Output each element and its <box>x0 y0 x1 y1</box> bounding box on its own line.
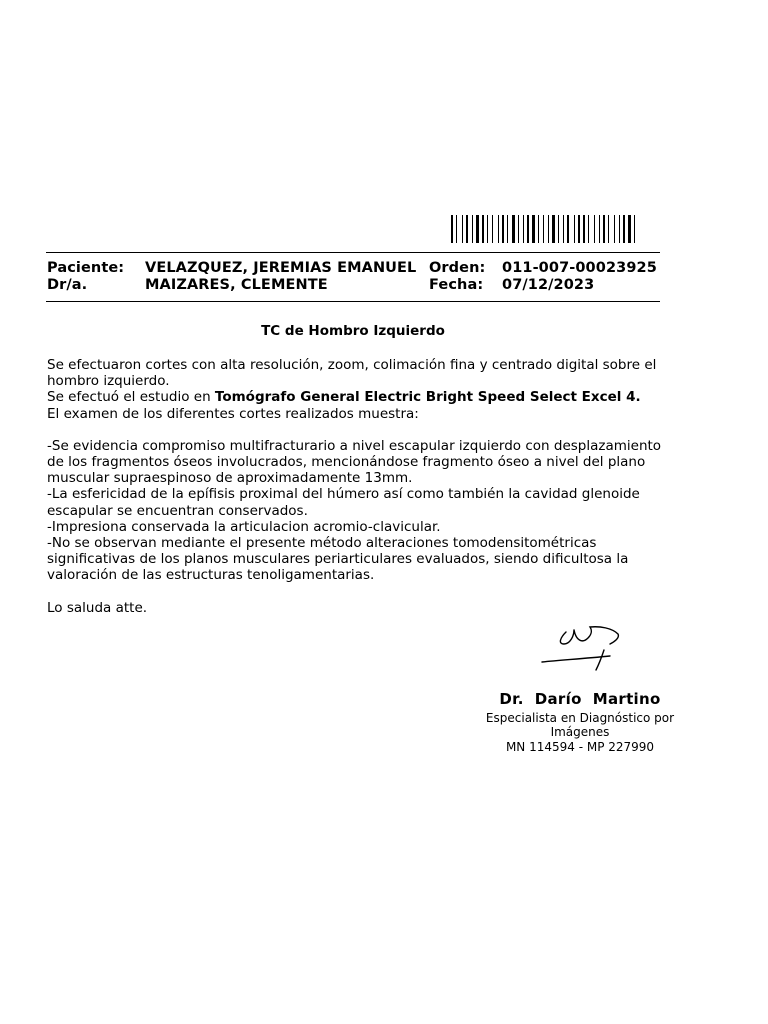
barcode-bar <box>601 215 602 243</box>
barcode-bar <box>596 215 598 243</box>
report-device-line <box>47 389 662 405</box>
barcode-bar <box>494 215 497 243</box>
barcode-bar <box>626 215 627 243</box>
barcode-bar <box>616 215 618 243</box>
barcode-bar <box>489 215 491 243</box>
physician-specialty: Especialista en Diagnóstico por <box>485 711 675 725</box>
doctor-label: Dr/a. <box>47 277 88 293</box>
barcode-bar <box>520 215 522 243</box>
barcode-bar <box>608 215 609 243</box>
barcode-bar <box>458 215 461 243</box>
referring-doctor: MAIZARES, CLEMENTE <box>145 277 328 293</box>
report-title: TC de Hombro Izquierdo <box>261 323 445 339</box>
barcode-bar <box>583 215 585 243</box>
barcode-bar <box>586 215 587 243</box>
finding-2: -La esfericidad de la epífisis proximal del húmero así como también la cavidad glenoide escapular se encuentran conservados. <box>47 486 640 519</box>
barcode-bar <box>636 215 638 243</box>
barcode-bar <box>567 215 569 243</box>
order-label: Orden: <box>429 260 486 276</box>
barcode-bar <box>456 215 457 243</box>
barcode-bar <box>530 215 531 243</box>
barcode-bar <box>588 215 589 243</box>
barcode-bar <box>474 215 475 243</box>
barcode-bar <box>509 215 511 243</box>
report-intro: Se efectuaron cortes con alta resolución, zoom, colimación fina y centrado digital sobre el hombro izquierdo. <box>47 357 657 390</box>
barcode-bar <box>621 215 622 243</box>
date-label: Fecha: <box>429 277 484 293</box>
patient-label: Paciente: <box>47 260 125 276</box>
barcode-bar <box>563 215 564 243</box>
barcode-bar <box>556 215 557 243</box>
barcode-bar <box>570 215 573 243</box>
barcode-bar <box>578 215 580 243</box>
barcode-bar <box>565 215 566 243</box>
barcode-bar <box>543 215 544 243</box>
exam-intro: El examen de los diferentes cortes realizados muestra: <box>47 405 419 422</box>
barcode-bar <box>464 215 465 243</box>
barcode-bar <box>472 215 473 243</box>
barcode-bar <box>614 215 615 243</box>
barcode-bar <box>527 215 529 243</box>
barcode-bar <box>462 215 463 243</box>
barcode-bar <box>523 215 524 243</box>
barcode-bar <box>487 215 488 243</box>
physician-specialty-line2: Imágenes <box>550 725 610 739</box>
barcode-bar <box>480 215 481 243</box>
barcode-bar <box>507 215 508 243</box>
barcode-bar <box>502 215 504 243</box>
barcode-bar <box>485 215 486 243</box>
barcode-bar <box>603 215 605 243</box>
barcode-bar <box>454 215 455 243</box>
barcode-bar <box>545 215 547 243</box>
barcode-bar <box>492 215 493 243</box>
barcode-bar <box>512 215 515 243</box>
barcode-bar <box>634 215 635 243</box>
order-number: 011-007-00023925 <box>502 260 657 276</box>
barcode-bar <box>606 215 607 243</box>
barcode-bar <box>594 215 595 243</box>
barcode-bar <box>552 215 555 243</box>
barcode-bar <box>500 215 501 243</box>
header-bottom-rule <box>46 301 660 302</box>
physician-name: Dr. Darío Martino <box>499 690 661 708</box>
header-top-rule <box>46 252 660 253</box>
barcode-bar <box>451 215 453 243</box>
barcode <box>451 215 664 243</box>
barcode-bar <box>525 215 526 243</box>
barcode-bar <box>610 215 613 243</box>
barcode-bar <box>548 215 549 243</box>
barcode-bar <box>599 215 600 243</box>
finding-1: -Se evidencia compromiso multifracturario a nivel escapular izquierdo con desplazamiento de los fragmentos óseos involucrados, mencionándose fragmento óseo a nivel del plano muscular supraespinoso de aproximadamente 13mm. <box>47 437 662 487</box>
report-date: 07/12/2023 <box>502 277 595 293</box>
barcode-bar <box>581 215 582 243</box>
finding-3: -Impresiona conservada la articulacion acromio-clavicular. <box>47 518 441 535</box>
finding-4: -No se observan mediante el presente método alteraciones tomodensitométricas significativas de los planos musculares periarticulares evaluados, siendo dificultosa la valoración de las estructuras tenoligamentarias. <box>47 535 629 584</box>
physician-registration: MN 114594 - MP 227990 <box>505 740 655 754</box>
barcode-bar <box>558 215 559 243</box>
barcode-bar <box>482 215 484 243</box>
barcode-bar <box>466 215 468 243</box>
barcode-bar <box>550 215 551 243</box>
barcode-bar <box>574 215 575 243</box>
barcode-bar <box>505 215 506 243</box>
barcode-bar <box>536 215 537 243</box>
device-prefix: Se efectuó el estudio en <box>47 389 215 406</box>
barcode-bar <box>560 215 562 243</box>
barcode-bar <box>469 215 471 243</box>
barcode-bar <box>532 215 535 243</box>
barcode-bar <box>590 215 593 243</box>
closing: Lo saluda atte. <box>47 599 148 616</box>
barcode-bar <box>619 215 620 243</box>
barcode-bar <box>498 215 499 243</box>
patient-name: VELAZQUEZ, JEREMIAS EMANUEL <box>145 260 417 276</box>
barcode-bar <box>576 215 577 243</box>
barcode-bar <box>540 215 542 243</box>
barcode-bar <box>632 215 633 243</box>
barcode-bar <box>623 215 625 243</box>
barcode-bar <box>628 215 631 243</box>
barcode-bar <box>538 215 539 243</box>
barcode-bar <box>518 215 519 243</box>
handwritten-signature <box>530 620 630 672</box>
report-body <box>47 357 662 616</box>
device-name: Tomógrafo General Electric Bright Speed Select Excel 4. <box>214 389 641 406</box>
barcode-bar <box>516 215 517 243</box>
barcode-bar <box>476 215 479 243</box>
